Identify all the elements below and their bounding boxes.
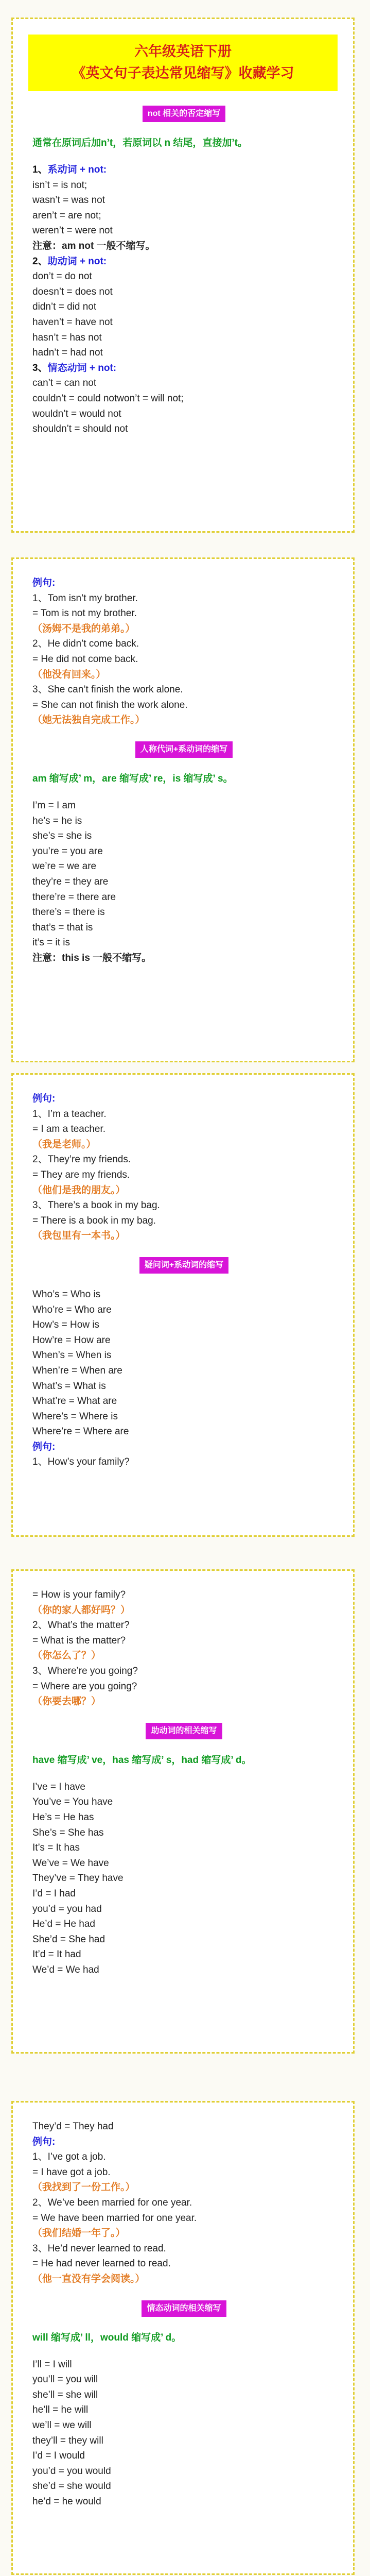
text-line: I’d = I had: [32, 1888, 76, 1899]
text-line: What’s = What is: [32, 1380, 106, 1392]
text-line: we’re = we are: [32, 861, 97, 872]
page-title: 六年级英语下册: [134, 44, 232, 59]
text-line: 2、What’s the matter?: [32, 1620, 130, 1631]
text-line: didn’t = did not: [32, 301, 97, 313]
page-subtitle: 《英文句子表达常见缩写》收藏学习: [72, 65, 294, 81]
category-heading: [32, 361, 336, 376]
heading-number: 3、: [32, 362, 48, 374]
text-line: They’ve = They have: [32, 1873, 124, 1884]
translation-line: （我包里有一本书。）: [32, 1230, 126, 1242]
section-label: not 相关的否定缩写: [143, 106, 225, 122]
text-line: 2、They’re my friends.: [32, 1154, 131, 1165]
text-line: I’ll = I will: [32, 2359, 72, 2370]
text-line: she’s = she is: [32, 831, 92, 842]
text-line: couldn’t = could notwon’t = will not;: [32, 393, 184, 404]
translation-line: （你的家人都好吗？）: [32, 1604, 131, 1616]
text-line: can’t = can not: [32, 378, 97, 389]
text-line: he’d = he would: [32, 2496, 101, 2507]
text-line: = We have been married for one year.: [32, 2212, 197, 2224]
text-line: shouldn’t = should not: [32, 423, 128, 435]
text-line: = I am a teacher.: [32, 1124, 106, 1135]
text-line: = There is a book in my bag.: [32, 1215, 156, 1226]
text-line: 1、I’ve got a job.: [32, 2151, 106, 2163]
content-card: [11, 557, 355, 1062]
text-line: she’ll = she will: [32, 2389, 98, 2400]
text-line: there’re = there are: [32, 891, 116, 903]
text-line: She’s = She has: [32, 1827, 104, 1838]
translation-line: （你怎么了？）: [32, 1650, 101, 1662]
translation-line: （我是老师。）: [32, 1139, 96, 1150]
text-line: You’ve = You have: [32, 1797, 113, 1808]
text-line: Where’re = Where are: [32, 1426, 129, 1437]
translation-line: （我们结婚一年了。）: [32, 2228, 126, 2239]
text-line: hasn’t = has not: [32, 332, 102, 343]
text-line: wouldn’t = would not: [32, 408, 121, 419]
text-line: you’d = you had: [32, 1903, 102, 1914]
section-label: 人称代词+系动词的缩写: [135, 741, 233, 758]
text-line: we’ll = we will: [32, 2419, 92, 2431]
text-line: = I have got a job.: [32, 2166, 111, 2178]
text-line: 3、She can’t finish the work alone.: [32, 684, 183, 696]
text-line: isn’t = is not;: [32, 179, 87, 191]
rule-note: 通常在原词后加n’t，若原词以 n 结尾，直接加’t。: [32, 138, 248, 148]
text-line: 1、How’s your family?: [32, 1456, 130, 1468]
translation-line: （他一直没有学会阅读。）: [32, 2273, 145, 2284]
text-line: it’s = it is: [32, 937, 71, 948]
example-label: 例句:: [32, 2136, 56, 2147]
rule-note: have 缩写成’ ve，has 缩写成’ s，had 缩写成’ d。: [32, 1754, 252, 1766]
text-line: = They are my friends.: [32, 1169, 130, 1180]
text-line: When’s = When is: [32, 1350, 112, 1361]
text-line: you’d = you would: [32, 2465, 111, 2477]
rule-note: am 缩写成’ m，are 缩写成’ re，is 缩写成’ s。: [32, 773, 233, 784]
text-line: I’ve = I have: [32, 1781, 85, 1792]
text-line: wasn’t = was not: [32, 195, 105, 206]
category-heading: [32, 162, 336, 178]
text-line: How’re = How are: [32, 1334, 111, 1346]
text-line: I’m = I am: [32, 800, 76, 811]
text-line: don’t = do not: [32, 271, 92, 282]
text-line: He’s = He has: [32, 1811, 94, 1823]
text-line: aren’t = are not;: [32, 210, 101, 221]
text-line: 3、There’s a book in my bag.: [32, 1200, 160, 1211]
heading-text: 系动词 + not:: [47, 164, 107, 175]
section-label: 助动词的相关缩写: [146, 1723, 222, 1739]
text-line: Who’s = Who is: [32, 1289, 101, 1300]
text-line: She’d = She had: [32, 1934, 105, 1945]
text-line: How’s = How is: [32, 1319, 100, 1331]
section-label: 疑问词+系动词的缩写: [139, 1257, 228, 1274]
content-card: [11, 1073, 355, 1537]
text-line: doesn’t = does not: [32, 286, 113, 297]
text-line: When’re = When are: [32, 1365, 122, 1376]
content-card: [11, 18, 355, 533]
text-line: hadn’t = had not: [32, 347, 103, 359]
heading-text: 情态动词 + not:: [47, 362, 117, 374]
text-line: 3、He’d never learned to read.: [32, 2243, 166, 2254]
text-line: he’ll = he will: [32, 2404, 89, 2416]
text-line: = What is the matter?: [32, 1635, 126, 1646]
note-line: 注意：this is 一般不缩写。: [32, 952, 152, 963]
translation-line: （汤姆不是我的弟弟。）: [32, 623, 135, 634]
translation-line: （我找到了一份工作。）: [32, 2182, 135, 2193]
text-line: = Where are you going?: [32, 1681, 137, 1692]
text-line: 3、Where’re you going?: [32, 1665, 138, 1676]
content-card: [11, 1569, 355, 2054]
text-line: 2、He didn’t come back.: [32, 638, 139, 650]
text-line: Where’s = Where is: [32, 1411, 118, 1422]
text-line: We’d = We had: [32, 1964, 99, 1975]
text-line: It’d = It had: [32, 1949, 81, 1960]
note-line: 注意：am not 一般不缩写。: [32, 240, 155, 251]
example-label: 例句:: [32, 1441, 56, 1452]
section-label: 情态动词的相关缩写: [142, 2300, 226, 2317]
text-line: = She can not finish the work alone.: [32, 699, 188, 710]
rule-note: will 缩写成’ ll，would 缩写成’ d。: [32, 2332, 182, 2343]
translation-line: （他们是我的朋友。）: [32, 1184, 126, 1196]
text-line: = How is your family?: [32, 1589, 126, 1600]
text-line: = He did not come back.: [32, 653, 138, 665]
example-label: 例句:: [32, 578, 56, 588]
translation-line: （你要去哪？）: [32, 1696, 101, 1707]
text-line: she’d = she would: [32, 2481, 111, 2492]
category-heading: [32, 254, 336, 269]
title-banner: [28, 35, 338, 91]
text-line: weren’t = were not: [32, 225, 113, 236]
text-line: 1、I’m a teacher.: [32, 1108, 107, 1120]
text-line: They’d = They had: [32, 2121, 114, 2132]
text-line: 2、We’ve been married for one year.: [32, 2197, 192, 2208]
text-line: that’s = that is: [32, 922, 93, 933]
text-line: I’d = I would: [32, 2450, 85, 2462]
text-line: Who’re = Who are: [32, 1304, 112, 1315]
text-line: he’s = he is: [32, 815, 82, 826]
text-line: What’re = What are: [32, 1396, 117, 1407]
translation-line: （他没有回来。）: [32, 669, 106, 680]
text-line: haven’t = have not: [32, 316, 113, 328]
text-line: you’re = you are: [32, 845, 103, 857]
text-line: We’ve = We have: [32, 1857, 109, 1869]
text-line: = Tom is not my brother.: [32, 608, 137, 619]
text-line: = He had never learned to read.: [32, 2258, 171, 2269]
text-line: they’ll = they will: [32, 2435, 103, 2446]
heading-number: 1、: [32, 164, 48, 175]
text-line: It’s = It has: [32, 1842, 80, 1854]
heading-number: 2、: [32, 256, 48, 267]
content-card: [11, 2101, 355, 2575]
example-label: 例句:: [32, 1093, 56, 1104]
text-line: you’ll = you will: [32, 2374, 98, 2385]
text-line: they’re = they are: [32, 876, 109, 887]
heading-text: 助动词 + not:: [47, 256, 107, 267]
text-line: there’s = there is: [32, 907, 105, 918]
text-line: He’d = He had: [32, 1919, 95, 1930]
translation-line: （她无法独自完成工作。）: [32, 715, 145, 726]
text-line: 1、Tom isn’t my brother.: [32, 592, 138, 604]
